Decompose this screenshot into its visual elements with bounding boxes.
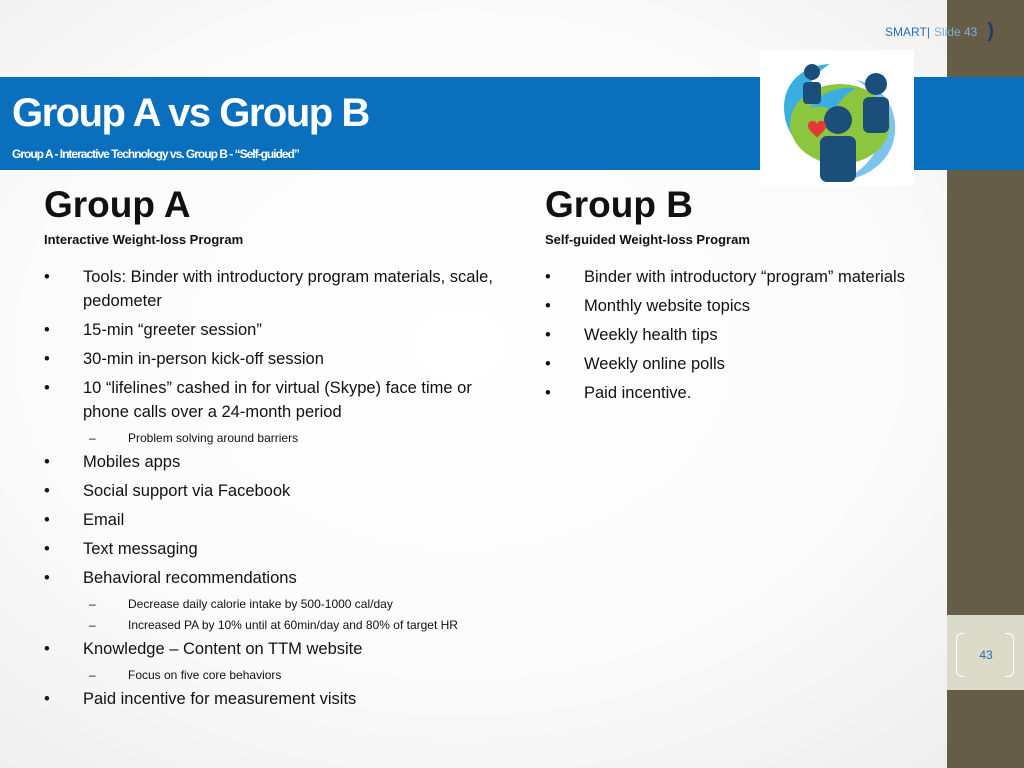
bullet-marker: • — [545, 326, 551, 344]
bullet-text: Email — [83, 511, 125, 529]
bullet-item — [44, 318, 514, 342]
header-slide-ref: Slide 43 — [933, 24, 978, 39]
bullet-item — [545, 381, 950, 405]
bullet-item — [44, 265, 514, 313]
sub-bullet-marker: – — [89, 618, 96, 632]
header-app-name: SMART| — [885, 24, 930, 39]
sub-bullet-item — [83, 595, 514, 613]
bullet-text: Tools: Binder with introductory program materials, scale, pedometer — [83, 268, 493, 310]
bullet-item — [44, 566, 514, 590]
sub-bullet-item — [83, 616, 514, 634]
sub-bullet-item — [83, 666, 514, 684]
bullet-marker: • — [545, 268, 551, 286]
group-b-list — [545, 265, 950, 405]
sub-list — [44, 595, 514, 634]
people-heart-logo-icon — [760, 50, 914, 186]
logo-card — [760, 50, 914, 186]
sub-bullet-text: Problem solving around barriers — [128, 431, 299, 445]
bullet-marker: • — [44, 569, 50, 587]
sub-bullet-marker: – — [89, 597, 96, 611]
page-number: 43 — [979, 648, 993, 662]
bullet-item — [44, 537, 514, 561]
sub-list — [44, 666, 514, 684]
group-a-list — [44, 265, 514, 711]
slide-subtitle: Group A - Interactive Technology vs. Group B - “Self-guided” — [12, 147, 299, 161]
bullet-text: Paid incentive. — [584, 384, 692, 402]
bullet-marker: • — [44, 690, 50, 708]
sub-bullet-text: Focus on five core behaviors — [128, 668, 282, 682]
header-label — [885, 20, 994, 43]
slide-title: Group A vs Group B — [12, 91, 369, 135]
bullet-text: Weekly online polls — [584, 355, 725, 373]
bullet-text: 30-min in-person kick-off session — [83, 350, 324, 368]
group-a-description: Interactive Weight-loss Program — [44, 232, 244, 247]
sub-bullet-marker: – — [89, 431, 96, 445]
bullet-text: Mobiles apps — [83, 453, 181, 471]
bullet-marker: • — [44, 321, 50, 339]
bullet-item — [44, 687, 514, 711]
bullet-text: 10 “lifelines” cashed in for virtual (Skype) face time or phone calls over a 24-month period — [83, 379, 472, 421]
bullet-marker: • — [44, 379, 50, 397]
bullet-item — [545, 352, 950, 376]
bullet-item — [44, 637, 514, 661]
sub-bullet-item — [83, 429, 514, 447]
bullet-item — [44, 376, 514, 424]
bullet-item — [44, 508, 514, 532]
bullet-text: Social support via Facebook — [83, 482, 291, 500]
bullet-marker: • — [545, 355, 551, 373]
group-a-heading: Group A — [44, 184, 191, 225]
bullet-text: Paid incentive for measurement visits — [83, 690, 357, 708]
group-a-column — [44, 183, 514, 716]
sub-bullet-text: Decrease daily calorie intake by 500-1000 cal/day — [128, 597, 393, 611]
bullet-marker: • — [44, 482, 50, 500]
bullet-item — [44, 479, 514, 503]
sub-list — [44, 429, 514, 447]
group-b-column — [545, 183, 950, 410]
bullet-marker: • — [545, 297, 551, 315]
group-b-heading: Group B — [545, 184, 693, 225]
bullet-text: Behavioral recommendations — [83, 569, 297, 587]
bullet-marker: • — [44, 350, 50, 368]
bullet-item — [545, 323, 950, 347]
sub-bullet-marker: – — [89, 668, 96, 682]
bullet-text: Monthly website topics — [584, 297, 750, 315]
bullet-text: Weekly health tips — [584, 326, 718, 344]
bullet-marker: • — [44, 268, 50, 286]
bullet-marker: • — [44, 540, 50, 558]
bullet-marker: • — [44, 511, 50, 529]
bullet-item — [44, 347, 514, 371]
group-b-description: Self-guided Weight-loss Program — [545, 232, 750, 247]
bullet-text: Text messaging — [83, 540, 198, 558]
bullet-marker: • — [44, 640, 50, 658]
header-bracket: ) — [987, 20, 994, 42]
bullet-text: Binder with introductory “program” materials — [584, 268, 905, 286]
bullet-text: 15-min “greeter session” — [83, 321, 262, 339]
sub-bullet-text: Increased PA by 10% until at 60min/day and 80% of target HR — [128, 618, 458, 632]
bullet-item — [545, 294, 950, 318]
bullet-marker: • — [545, 384, 551, 402]
bullet-text: Knowledge – Content on TTM website — [83, 640, 363, 658]
bullet-item — [545, 265, 950, 289]
bullet-marker: • — [44, 453, 50, 471]
bullet-item — [44, 450, 514, 474]
